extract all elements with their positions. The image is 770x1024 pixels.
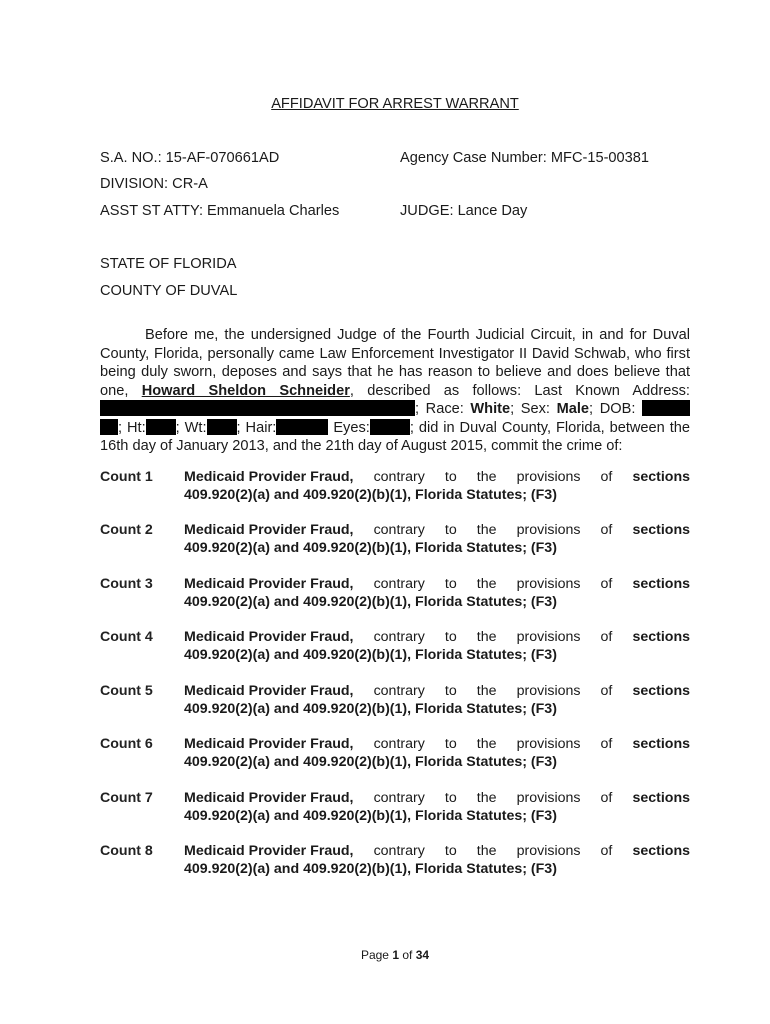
affidavit-body bbox=[100, 326, 690, 456]
count-word: sections bbox=[632, 790, 690, 806]
count-offense: Medicaid Provider Fraud, bbox=[184, 683, 354, 699]
count-word: the bbox=[476, 683, 497, 699]
page-of: of bbox=[399, 948, 416, 962]
count-offense: Medicaid Provider Fraud, bbox=[184, 576, 354, 592]
agency-case-number: Agency Case Number: MFC-15-00381 bbox=[400, 150, 650, 166]
count-label: Count 5 bbox=[100, 683, 153, 699]
redacted-address bbox=[100, 400, 415, 416]
count-offense: Medicaid Provider Fraud, bbox=[184, 790, 354, 806]
count-word: provisions bbox=[516, 576, 581, 592]
count-word: to bbox=[444, 469, 457, 485]
count-word: provisions bbox=[516, 683, 581, 699]
count-item bbox=[100, 576, 690, 611]
count-label: Count 7 bbox=[100, 790, 153, 806]
count-word: the bbox=[476, 736, 497, 752]
count-label: Count 6 bbox=[100, 736, 153, 752]
count-item bbox=[100, 843, 690, 878]
count-statute: 409.920(2)(a) and 409.920(2)(b)(1), Florida Statutes; (F3) bbox=[184, 860, 557, 877]
count-label: Count 2 bbox=[100, 522, 153, 538]
body-crime: ; did in Duval County, Florida, between the 16th day of January 2013, and the 21th day of August 2015, commit the crime of: bbox=[100, 419, 690, 454]
count-word: to bbox=[444, 736, 457, 752]
document-title: AFFIDAVIT FOR ARREST WARRANT bbox=[271, 96, 519, 112]
count-word: provisions bbox=[516, 843, 581, 859]
redacted-hair bbox=[276, 419, 328, 435]
redacted-dob-cont bbox=[100, 419, 118, 435]
count-word: of bbox=[600, 790, 613, 806]
count-statute: 409.920(2)(a) and 409.920(2)(b)(1), Florida Statutes; (F3) bbox=[184, 486, 557, 503]
count-word: the bbox=[476, 790, 497, 806]
count-statute: 409.920(2)(a) and 409.920(2)(b)(1), Florida Statutes; (F3) bbox=[184, 700, 557, 717]
count-statute: 409.920(2)(a) and 409.920(2)(b)(1), Florida Statutes; (F3) bbox=[184, 593, 557, 610]
count-word: contrary bbox=[373, 469, 425, 485]
count-item bbox=[100, 469, 690, 504]
count-line-1 bbox=[184, 629, 690, 647]
count-line-1 bbox=[184, 469, 690, 487]
count-word: sections bbox=[632, 469, 690, 485]
sex-label: ; Sex: bbox=[510, 401, 557, 417]
count-word: provisions bbox=[516, 629, 581, 645]
count-word: of bbox=[600, 736, 613, 752]
count-line-1 bbox=[184, 843, 690, 861]
race-label: ; Race: bbox=[415, 401, 471, 417]
hair-label: ; Hair: bbox=[236, 419, 277, 436]
count-line-1 bbox=[184, 576, 690, 594]
sa-number: S.A. NO.: 15-AF-070661AD bbox=[100, 150, 280, 166]
page-prefix: Page bbox=[360, 948, 393, 962]
count-word: contrary bbox=[373, 843, 425, 859]
count-label: Count 8 bbox=[100, 843, 153, 859]
count-offense: Medicaid Provider Fraud, bbox=[184, 469, 354, 485]
state: STATE OF FLORIDA bbox=[100, 256, 237, 272]
count-text bbox=[184, 629, 690, 664]
body-intro: Before me, the undersigned Judge of the Fourth Judicial Circuit, in and for Duval County, Florida, personally came Law Enforcement Investigator II David Schwab, who first being duly sworn, deposes and says that he has reason to believe and does believe that one, bbox=[100, 327, 690, 399]
count-text bbox=[184, 790, 690, 825]
judge: JUDGE: Lance Day bbox=[400, 203, 528, 219]
count-word: of bbox=[600, 629, 613, 645]
body-described: , described as follows: Last Known Address: bbox=[349, 382, 690, 399]
count-word: sections bbox=[632, 736, 690, 752]
count-word: the bbox=[476, 469, 497, 485]
redacted-eyes bbox=[370, 419, 410, 435]
count-word: of bbox=[600, 469, 613, 485]
page-footer bbox=[0, 948, 770, 962]
count-word: to bbox=[444, 629, 457, 645]
count-word: of bbox=[600, 843, 613, 859]
redacted-height bbox=[146, 419, 176, 435]
count-word: contrary bbox=[373, 576, 425, 592]
count-word: contrary bbox=[373, 790, 425, 806]
count-text bbox=[184, 469, 690, 504]
count-text bbox=[184, 576, 690, 611]
count-word: the bbox=[476, 522, 497, 538]
count-text bbox=[184, 522, 690, 557]
division: DIVISION: CR-A bbox=[100, 176, 208, 192]
count-word: of bbox=[600, 576, 613, 592]
count-label: Count 1 bbox=[100, 469, 153, 485]
count-word: provisions bbox=[516, 736, 581, 752]
count-word: to bbox=[444, 576, 457, 592]
count-word: sections bbox=[632, 576, 690, 592]
count-line-1 bbox=[184, 790, 690, 808]
count-word: provisions bbox=[516, 790, 581, 806]
count-word: contrary bbox=[373, 683, 425, 699]
count-item bbox=[100, 629, 690, 664]
count-word: the bbox=[476, 629, 497, 645]
count-word: contrary bbox=[373, 629, 425, 645]
redacted-weight bbox=[207, 419, 237, 435]
page-number: 1 bbox=[392, 948, 399, 962]
count-offense: Medicaid Provider Fraud, bbox=[184, 522, 354, 538]
count-word: provisions bbox=[516, 522, 581, 538]
count-word: to bbox=[444, 683, 457, 699]
defendant-name: Howard Sheldon Schneider bbox=[141, 382, 350, 399]
count-word: the bbox=[476, 576, 497, 592]
count-line-1 bbox=[184, 736, 690, 754]
count-word: of bbox=[600, 522, 613, 538]
count-word: contrary bbox=[373, 522, 425, 538]
count-statute: 409.920(2)(a) and 409.920(2)(b)(1), Florida Statutes; (F3) bbox=[184, 753, 557, 770]
count-word: contrary bbox=[373, 736, 425, 752]
count-item bbox=[100, 522, 690, 557]
count-word: sections bbox=[632, 843, 690, 859]
race-value: White bbox=[470, 401, 511, 417]
count-word: the bbox=[476, 843, 497, 859]
count-statute: 409.920(2)(a) and 409.920(2)(b)(1), Florida Statutes; (F3) bbox=[184, 646, 557, 663]
county: COUNTY OF DUVAL bbox=[100, 283, 238, 299]
dob-label: ; DOB: bbox=[589, 401, 642, 417]
weight-label: ; Wt: bbox=[175, 419, 207, 436]
count-offense: Medicaid Provider Fraud, bbox=[184, 843, 354, 859]
count-word: sections bbox=[632, 683, 690, 699]
count-label: Count 4 bbox=[100, 629, 153, 645]
count-word: provisions bbox=[516, 469, 581, 485]
count-statute: 409.920(2)(a) and 409.920(2)(b)(1), Florida Statutes; (F3) bbox=[184, 539, 557, 556]
count-word: of bbox=[600, 683, 613, 699]
count-item bbox=[100, 790, 690, 825]
count-offense: Medicaid Provider Fraud, bbox=[184, 629, 354, 645]
count-line-1 bbox=[184, 522, 690, 540]
count-label: Count 3 bbox=[100, 576, 153, 592]
count-text bbox=[184, 843, 690, 878]
count-offense: Medicaid Provider Fraud, bbox=[184, 736, 354, 752]
count-word: sections bbox=[632, 522, 690, 538]
count-word: to bbox=[444, 522, 457, 538]
count-word: sections bbox=[632, 629, 690, 645]
eyes-label: Eyes: bbox=[328, 419, 370, 436]
height-label: ; Ht: bbox=[118, 419, 146, 436]
sex-value: Male bbox=[556, 401, 590, 417]
count-item bbox=[100, 683, 690, 718]
assistant-state-attorney: ASST ST ATTY: Emmanuela Charles bbox=[100, 203, 340, 219]
count-line-1 bbox=[184, 683, 690, 701]
count-item bbox=[100, 736, 690, 771]
count-word: to bbox=[444, 843, 457, 859]
count-word: to bbox=[444, 790, 457, 806]
count-statute: 409.920(2)(a) and 409.920(2)(b)(1), Florida Statutes; (F3) bbox=[184, 807, 557, 824]
count-text bbox=[184, 683, 690, 718]
page-total: 34 bbox=[415, 948, 430, 962]
count-text bbox=[184, 736, 690, 771]
redacted-dob bbox=[642, 400, 690, 416]
